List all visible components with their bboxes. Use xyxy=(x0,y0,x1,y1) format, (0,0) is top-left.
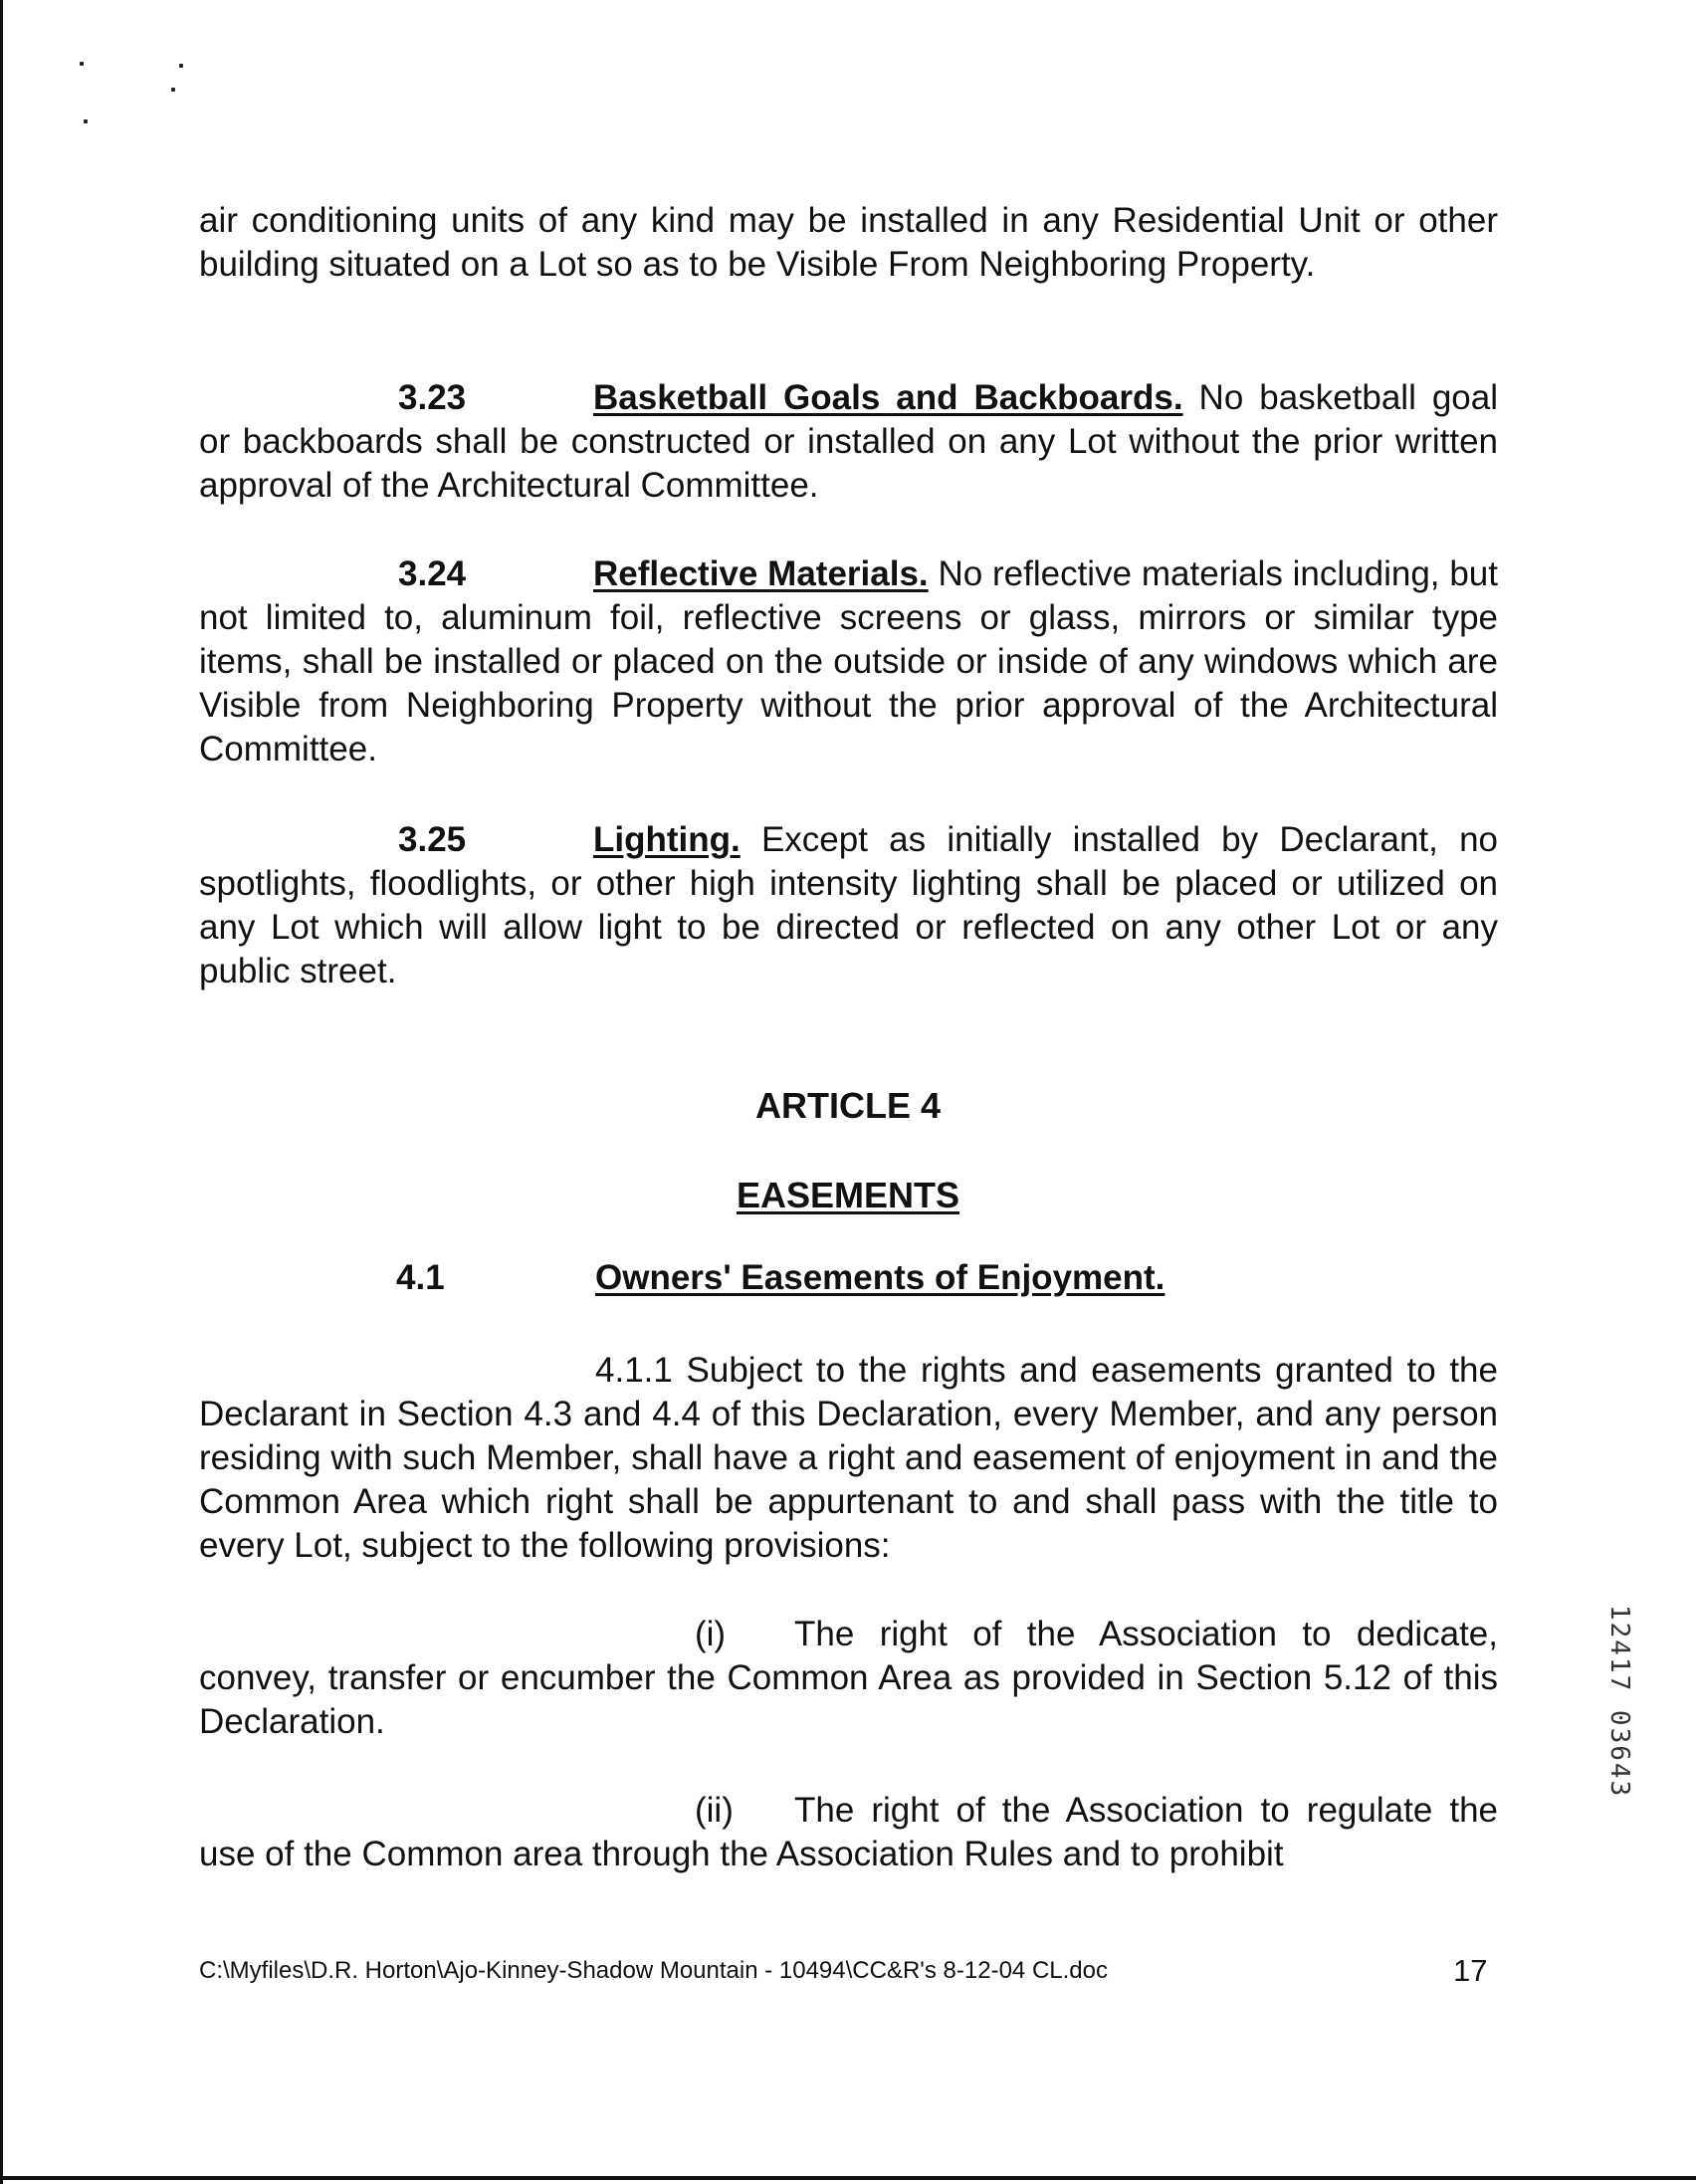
section-title: Lighting. xyxy=(593,820,741,859)
section-title: Basketball Goals and Backboards. xyxy=(593,378,1183,417)
scan-speck xyxy=(80,62,84,66)
provision-i xyxy=(199,1613,1498,1744)
section-number: 3.25 xyxy=(398,820,467,859)
provision-text: The right of the Association to regulate the use of the Common area through the Association Rules and to prohibit xyxy=(199,1791,1498,1873)
article-title: EASEMENTS xyxy=(736,1175,960,1215)
subsection-title: Owners' Easements of Enjoyment. xyxy=(595,1258,1166,1297)
section-text: Except as initially installed by Declarant, no spotlights, floodlights, or other high intensity lighting shall be placed or utilized on any Lot which will allow light to be directed or reflected on any other Lot or any public street. xyxy=(199,820,1499,990)
section-number: 3.24 xyxy=(398,554,467,593)
section-title: Reflective Materials. xyxy=(593,554,929,593)
subsection-4-1 xyxy=(396,1258,1165,1298)
subsection-number: 4.1 xyxy=(396,1258,445,1297)
paragraph-number: 4.1.1 xyxy=(595,1351,673,1390)
page-number: 17 xyxy=(1453,1953,1488,1988)
section-text: No basketball goal or backboards shall be constructed or installed on any Lot without the prior written approval of the Architectural Committee. xyxy=(199,378,1499,505)
section-text: No reflective materials including, but not limited to, aluminum foil, reflective screens or glass, mirrors or similar type items, shall be installed or placed on the outside or inside of any windows which are Visible from Neighboring Property without the prior approval of the Architectural Committee. xyxy=(199,554,1498,768)
footer-file-path: C:\Myfiles\D.R. Horton\Ajo-Kinney-Shadow Mountain - 10494\CC&R's 8-12-04 CL.doc xyxy=(199,1957,1108,1984)
intro-paragraph: air conditioning units of any kind may be installed in any Residential Unit or other building situated on a Lot so as to be Visible From Neighboring Property. xyxy=(199,201,1498,284)
section-number: 3.23 xyxy=(398,378,467,417)
page-edge-bottom xyxy=(0,2176,1696,2180)
side-recording-stamp: 12417 03643 xyxy=(1604,1605,1634,1799)
scan-speck xyxy=(171,88,175,92)
section-3-23 xyxy=(199,376,1498,508)
section-3-24 xyxy=(199,552,1498,771)
provision-label: (ii) xyxy=(695,1791,734,1830)
paragraph-text: Subject to the rights and easements granted to the Declarant in Section 4.3 and 4.4 of this Declaration, every Member, and any person residing with such Member, shall have a right and easement of enjoyment in and the Common Area which right shall be appurtenant to and shall pass with the title to every Lot, subject to the following provisions: xyxy=(199,1351,1498,1565)
section-3-25 xyxy=(199,818,1498,993)
article-heading: ARTICLE 4 xyxy=(754,1085,941,1126)
provision-ii xyxy=(199,1789,1498,1876)
provision-text: The right of the Association to dedicate, convey, transfer or encumber the Common Area as provided in Section 5.12 of this Declaration. xyxy=(199,1615,1498,1741)
paragraph-4-1-1 xyxy=(199,1349,1498,1568)
scan-speck xyxy=(179,64,183,68)
provision-label: (i) xyxy=(695,1615,727,1653)
scan-speck xyxy=(84,119,88,123)
